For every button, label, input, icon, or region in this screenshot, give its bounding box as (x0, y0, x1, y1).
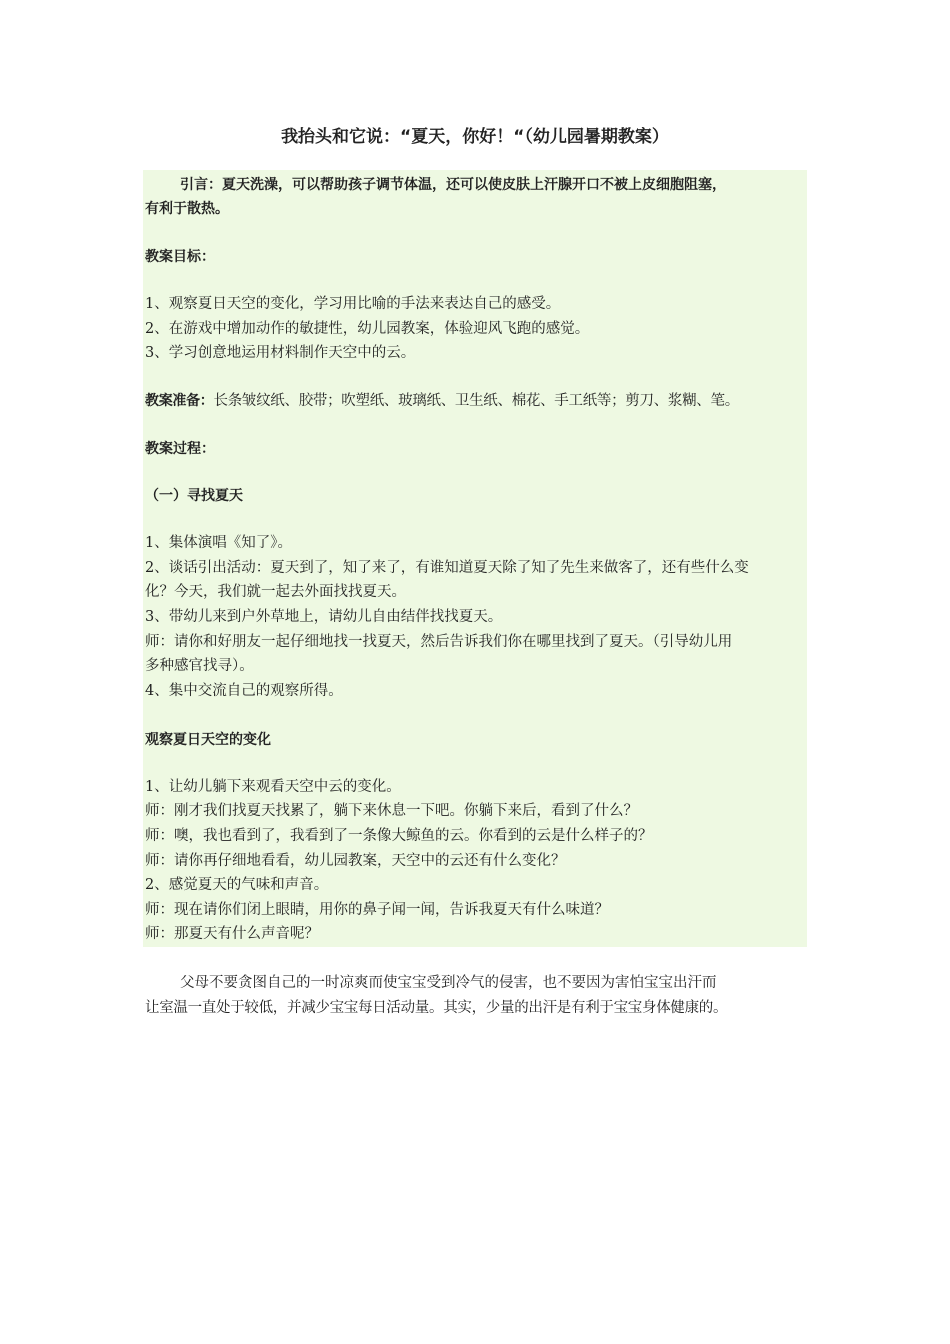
section2-line-7: 师：那夏天有什么声音呢？ (145, 926, 319, 942)
section1-line-7: 4、集中交流自己的观察所得。 (145, 683, 343, 699)
section2-line-1: 1、让幼儿躺下来观看天空中云的变化。 (145, 779, 401, 795)
section2-line-6: 师：现在请你们闭上眼睛，用你的鼻子闻一闻，告诉我夏天有什么味道？ (145, 902, 609, 918)
section1-line-4: 3、带幼儿来到户外草地上，请幼儿自由结伴找找夏天。 (145, 609, 503, 625)
goal-item-3: 3、学习创意地运用材料制作天空中的云。 (145, 345, 416, 361)
section2-line-4: 师：请你再仔细地看看，幼儿园教案，天空中的云还有什么变化？ (145, 853, 566, 869)
section2-line-2: 师：刚才我们找夏天找累了，躺下来休息一下吧。你躺下来后，看到了什么？ (145, 803, 638, 819)
process-heading: 教案过程： (145, 441, 215, 457)
goals-heading: 教案目标： (145, 249, 215, 265)
section2-heading: 观察夏日天空的变化 (145, 732, 271, 748)
prep-paragraph (145, 389, 809, 413)
intro-line-1: 引言：夏天洗澡，可以帮助孩子调节体温，还可以使皮肤上汗腺开口不被上皮细胞阻塞， (180, 177, 726, 193)
section2-line-3: 师：噢，我也看到了，我看到了一条像大鲸鱼的云。你看到的云是什么样子的？ (145, 828, 653, 844)
prep-heading: 教案准备： (145, 393, 214, 409)
prep-text: 长条皱纹纸、胶带；吹塑纸、玻璃纸、卫生纸、棉花、手工纸等；剪刀、浆糊、笔。 (213, 393, 739, 409)
footer-line-2: 让室温一直处于较低，并减少宝宝每日活动量。其实，少量的出汗是有利于宝宝身体健康的。 (145, 1000, 728, 1016)
intro-line-2: 有利于散热。 (145, 201, 229, 217)
section2-line-5: 2、感觉夏天的气味和声音。 (145, 877, 329, 893)
document-title: 我抬头和它说：“夏天，你好！“（幼儿园暑期教案） (281, 127, 669, 147)
footer-line-1: 父母不要贪图自己的一时凉爽而使宝宝受到冷气的侵害，也不要因为害怕宝宝出汗而 (180, 975, 717, 991)
goal-item-2: 2、在游戏中增加动作的敏捷性，幼儿园教案，体验迎风飞跑的感觉。 (145, 321, 590, 337)
section1-line-1: 1、集体演唱《知了》。 (145, 535, 292, 551)
goal-item-1: 1、观察夏日天空的变化，学习用比喻的手法来表达自己的感受。 (145, 296, 561, 312)
section1-line-3: 化？今天，我们就一起去外面找找夏天。 (145, 584, 406, 600)
section1-line-2: 2、谈话引出活动：夏天到了，知了来了，有谁知道夏天除了知了先生来做客了，还有些什么变 (145, 560, 749, 576)
section1-line-6: 多种感官找寻）。 (145, 658, 254, 674)
section1-line-5: 师：请你和好朋友一起仔细地找一找夏天，然后告诉我们你在哪里找到了夏天。（引导幼儿用 (145, 634, 733, 650)
section1-heading: （一）寻找夏天 (145, 488, 243, 504)
